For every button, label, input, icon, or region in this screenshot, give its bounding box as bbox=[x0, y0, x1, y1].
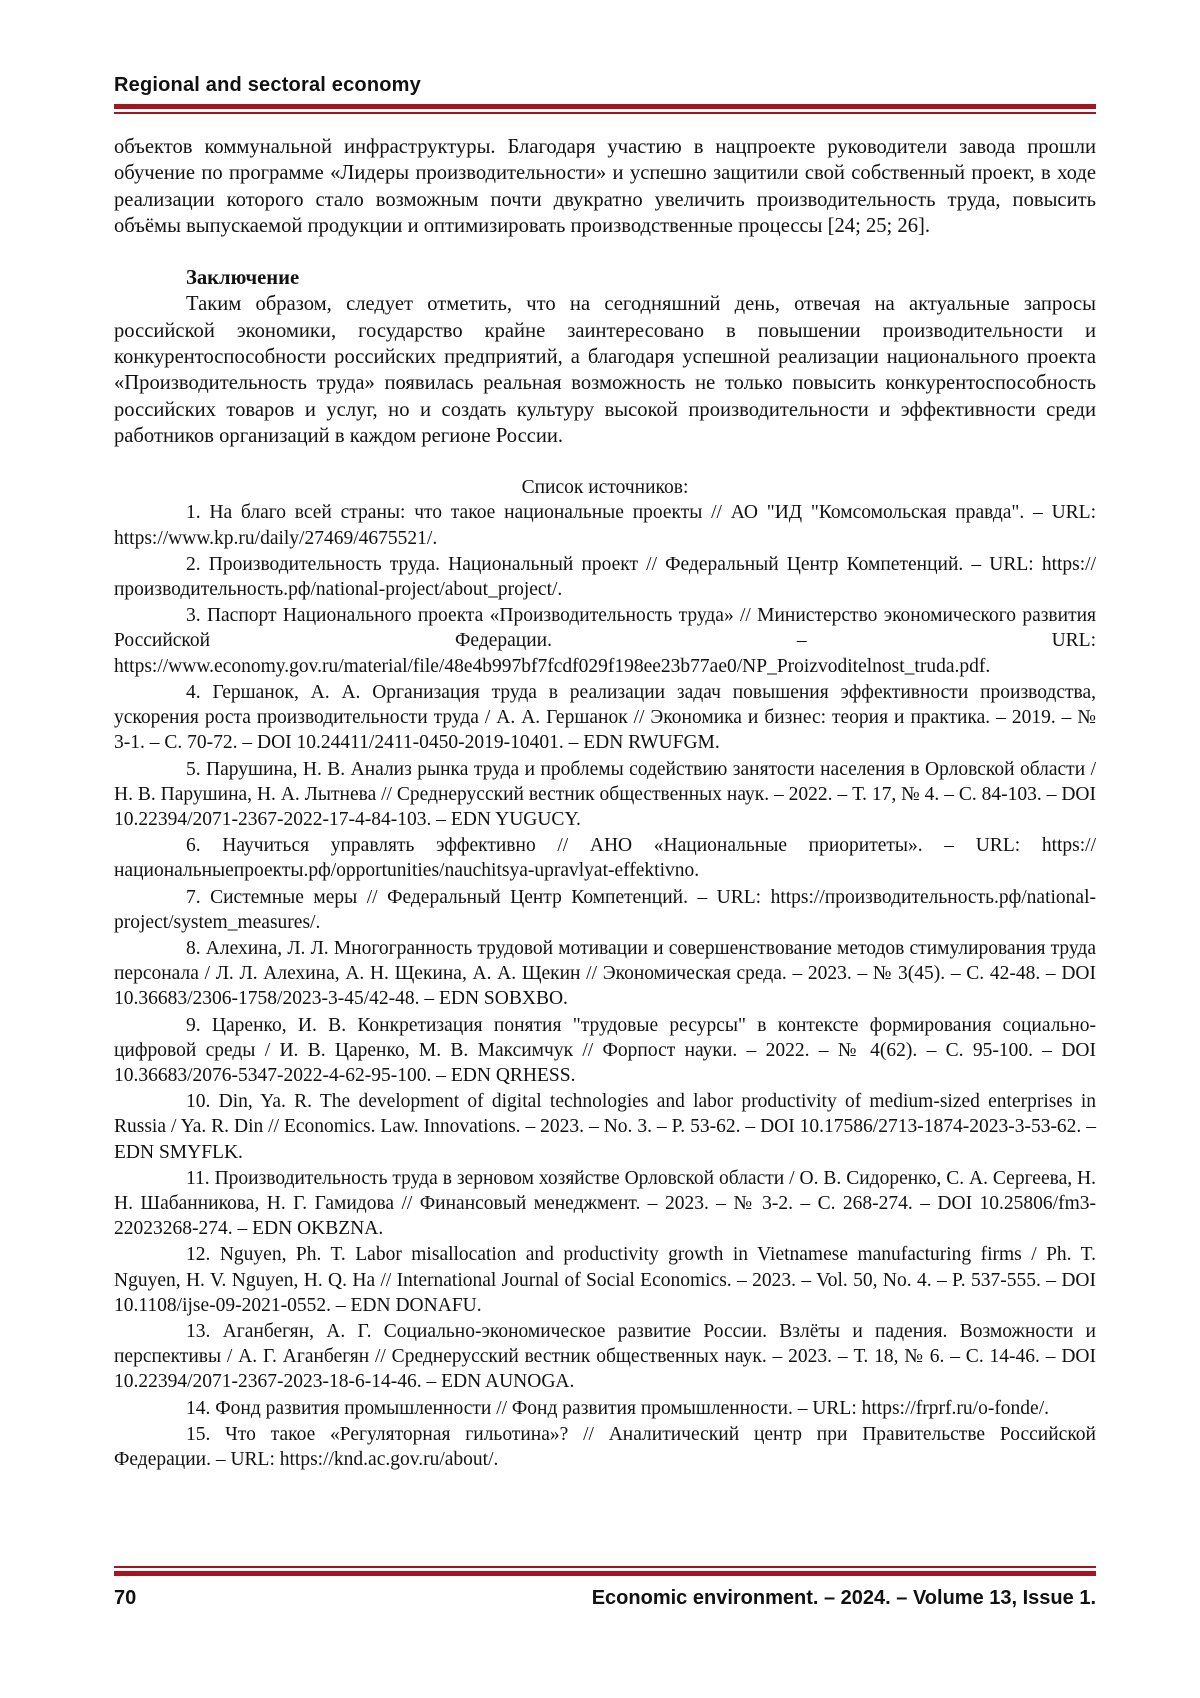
header-rule-thin bbox=[114, 112, 1096, 114]
page-content bbox=[114, 134, 1096, 1473]
footer-rule-thick bbox=[114, 1571, 1096, 1576]
reference-item: 10. Din, Ya. R. The development of digital technologies and labor productivity of medium-sized enterprises in Russia / Ya. R. Din // Economics. Law. Innovations. – 2023. – No. 3. – P. 53-62. – DOI 10.17586/2713-1874-2023-3-53-62. – EDN SMYFLK. bbox=[114, 1091, 1096, 1163]
references-list bbox=[114, 500, 1096, 1472]
reference-item: 11. Производительность труда в зерновом хозяйстве Орловской области / О. В. Сидоренко, С. А. Сергеева, Н. Н. Шабанникова, Н. Г. Гамидова // Финансовый менеджмент. – 2023. – № 3-2. – С. 268-274. – DOI 10.25806/fm3-22023268-274. – EDN OKBZNA. bbox=[114, 1167, 1096, 1240]
references-title: Список источников: bbox=[521, 477, 689, 499]
reference-item: 2. Производительность труда. Национальный проект // Федеральный Центр Компетенций. – URL: https://производительность.рф/national-project/about_project/. bbox=[114, 553, 1096, 601]
reference-item: 1. На благо всей страны: что такое национальные проекты // АО "ИД "Комсомольская правда". – URL: https://www.kp.ru/daily/27469/4675521/. bbox=[114, 502, 1096, 549]
running-header: Regional and sectoral economy bbox=[114, 74, 421, 96]
reference-item: 8. Алехина, Л. Л. Многогранность трудовой мотивации и совершенствование методов стимулирования труда персонала / Л. Л. Алехина, А. Н. Щекина, А. А. Щекин // Экономическая среда. – 2023. – № 3(45). – С. 42-48. – DOI 10.36683/2306-1758/2023-3-45/42-48. – EDN SOBXBO. bbox=[114, 937, 1096, 1010]
reference-item: 6. Научиться управлять эффективно // АНО «Национальные приоритеты». – URL: https://национальныепроекты.рф/opportunities/nauchitsya-upravlyat-effektivno. bbox=[114, 835, 1096, 882]
conclusion-heading: Заключение bbox=[186, 267, 300, 290]
reference-item: 9. Царенко, И. В. Конкретизация понятия "трудовые ресурсы" в контексте формирования социально-цифровой среды / И. В. Царенко, М. В. Максимчук // Форпост науки. – 2022. – № 4(62). – С. 95-100. – DOI 10.36683/2076-5347-2022-4-62-95-100. – EDN QRHESS. bbox=[114, 1014, 1096, 1086]
reference-item: 15. Что такое «Регуляторная гильотина»? // Аналитический центр при Правительстве Российской Федерации. – URL: https://knd.ac.gov.ru/about/. bbox=[114, 1423, 1096, 1470]
reference-item: 14. Фонд развития промышленности // Фонд развития промышленности. – URL: https://frprf.ru/o-fonde/. bbox=[186, 1397, 1050, 1419]
conclusion-paragraph: Таким образом, следует отметить, что на сегодняшний день, отвечая на актуальные запросы российской экономики, государство крайне заинтересовано в повышении производительности и конкурентоспособности российских предприятий, а благодаря успешной реализации национального проекта «Производительность труда» появилась реальная возможность не только повысить конкурентоспособность российских товаров и услуг, но и создать культуру высокой производительности и эффективности среди работников организаций в каждом регионе России. bbox=[114, 293, 1096, 447]
reference-item: 12. Nguyen, Ph. T. Labor misallocation and productivity growth in Vietnamese manufacturing firms / Ph. T. Nguyen, H. V. Nguyen, H. Q. Ha // International Journal of Social Economics. – 2023. – Vol. 50, No. 4. – P. 537-555. – DOI 10.1108/ijse-09-2021-0552. – EDN DONAFU. bbox=[114, 1244, 1096, 1316]
journal-citation: Economic environment. – 2024. – Volume 13, Issue 1. bbox=[591, 1587, 1096, 1609]
reference-item: 5. Парушина, Н. В. Анализ рынка труда и проблемы содействию занятости населения в Орловской области / Н. В. Парушина, Н. А. Лытнева // Среднерусский вестник общественных наук. – 2022. – Т. 17, № 4. – С. 84-103. – DOI 10.22394/2071-2367-2022-17-4-84-103. – EDN YUGUCY. bbox=[114, 758, 1096, 830]
reference-item: 3. Паспорт Национального проекта «Производительность труда» // Министерство экономического развития Российской Федерации. – URL: https://www.economy.gov.ru/material/file/48e4b997bf7fcdf029f198ee23b77ae0/NP_Proizvoditelnost_truda.pdf. bbox=[114, 605, 1096, 677]
intro-paragraph: объектов коммунальной инфраструктуры. Благодаря участию в нацпроекте руководители завода прошли обучение по программе «Лидеры производительности» и успешно защитили свой собственный проект, в ходе реализации которого стало возможным почти двукратно увеличить производительность труда, повысить объёмы выпускаемой продукции и оптимизировать производственные процессы [24; 25; 26]. bbox=[114, 136, 1096, 237]
footer-rule-thin bbox=[114, 1566, 1096, 1568]
reference-item: 13. Аганбегян, А. Г. Социально-экономическое развитие России. Взлёты и падения. Возможности и перспективы / А. Г. Аганбегян // Среднерусский вестник общественных наук. – 2023. – Т. 18, № 6. – С. 14-46. – DOI 10.22394/2071-2367-2023-18-6-14-46. – EDN AUNOGA. bbox=[114, 1320, 1096, 1393]
reference-item: 4. Гершанок, А. А. Организация труда в реализации задач повышения эффективности производства, ускорения роста производительности труда / А. А. Гершанок // Экономика и бизнес: теория и практика. – 2019. – № 3-1. – С. 70-72. – DOI 10.24411/2411-0450-2019-10401. – EDN RWUFGM. bbox=[114, 681, 1096, 754]
page-number: 70 bbox=[114, 1587, 137, 1609]
reference-item: 7. Системные меры // Федеральный Центр Компетенций. – URL: https://производительность.рф/national-project/system_measures/. bbox=[114, 886, 1096, 933]
header-rule-thick bbox=[114, 104, 1096, 109]
